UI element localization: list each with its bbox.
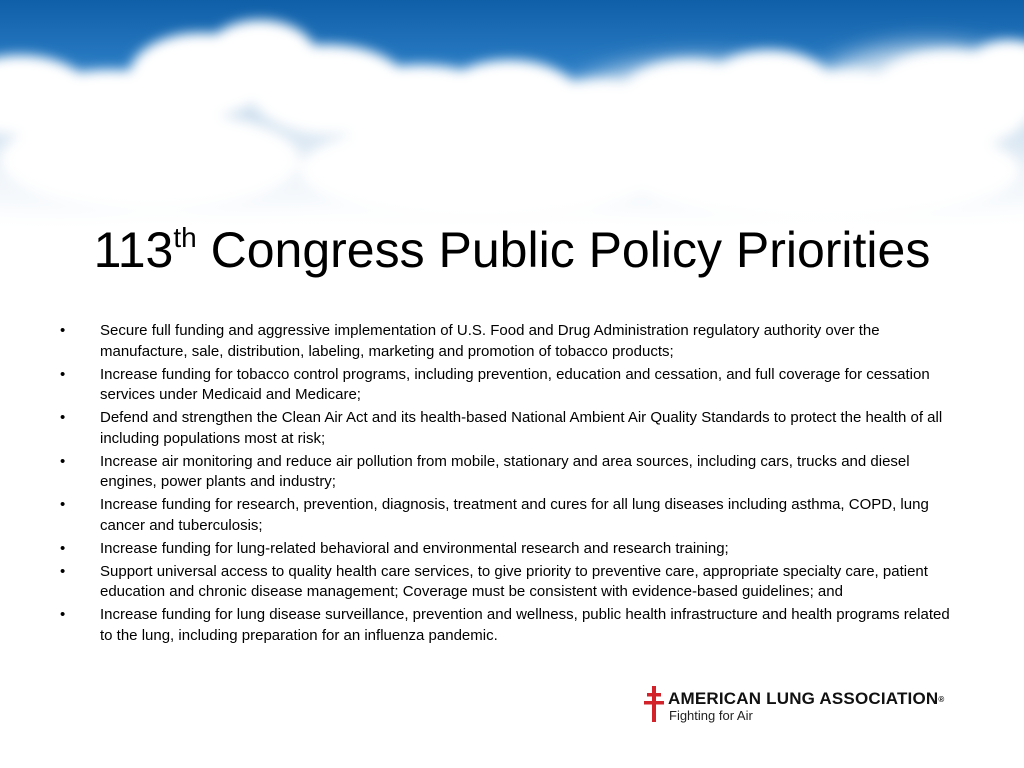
list-item (60, 408, 965, 449)
list-item-text: Secure full funding and aggressive implementation of U.S. Food and Drug Administration regulatory authority over the manufacture, sale, distribution, labeling, marketing and promotion of tobacco products; (100, 322, 880, 360)
list-item-text: Increase funding for research, prevention, diagnosis, treatment and cures for all lung diseases including asthma, COPD, lung cancer and tuberculosis; (100, 496, 929, 534)
bullet-icon: • (60, 496, 66, 513)
list-item-text: Increase funding for lung disease surveillance, prevention and wellness, public health infrastructure and health programs related to the lung, including preparation for an influenza pandemic. (100, 606, 950, 644)
slide-title (0, 218, 1024, 290)
bullet-icon: • (60, 606, 66, 623)
list-item (60, 321, 965, 362)
bullet-icon: • (60, 322, 66, 339)
list-item (60, 452, 965, 493)
list-item (60, 605, 965, 646)
list-item-text: Increase funding for lung-related behavioral and environmental research and research training; (100, 539, 729, 557)
list-item (60, 495, 965, 536)
list-item-text: Increase funding for tobacco control programs, including prevention, education and cessation, and full coverage for cessation services under Medicaid and Medicare; (100, 365, 930, 403)
list-item-text: Support universal access to quality health care services, to give priority to preventive care, appropriate specialty care, patient education and chronic disease management; Coverage must be consistent with evidence-based guidelines; and (100, 562, 928, 600)
clouds-graphic (0, 0, 1024, 230)
bullet-icon: • (60, 365, 66, 383)
policy-priorities-list (60, 321, 965, 649)
bullet-icon: • (60, 539, 66, 557)
bullet-icon: • (60, 452, 66, 470)
american-lung-association-logo (640, 684, 985, 728)
list-item (60, 365, 965, 406)
list-item-text: Defend and strengthen the Clean Air Act and its health-based National Ambient Air Quality Standards to protect the health of all including populations most at risk; (100, 409, 943, 447)
bullet-icon: • (60, 409, 66, 426)
logo-name-text: AMERICAN LUNG ASSOCIATION (668, 689, 939, 708)
logo-tagline: Fighting for Air (669, 708, 753, 723)
title-number: 113 (93, 222, 174, 278)
list-item (60, 539, 965, 560)
lorraine-cross-icon (644, 686, 664, 722)
list-item (60, 562, 965, 603)
list-item-text: Increase air monitoring and reduce air pollution from mobile, stationary and area sources, including cars, trucks and diesel engines, power plants and industry; (100, 452, 910, 490)
sky-cloud-banner (0, 0, 1024, 230)
logo-name (668, 689, 945, 709)
registered-mark: ® (938, 695, 945, 704)
bullet-icon: • (60, 562, 66, 580)
title-superscript: th (173, 222, 197, 253)
title-text: Congress Public Policy Priorities (196, 222, 931, 278)
